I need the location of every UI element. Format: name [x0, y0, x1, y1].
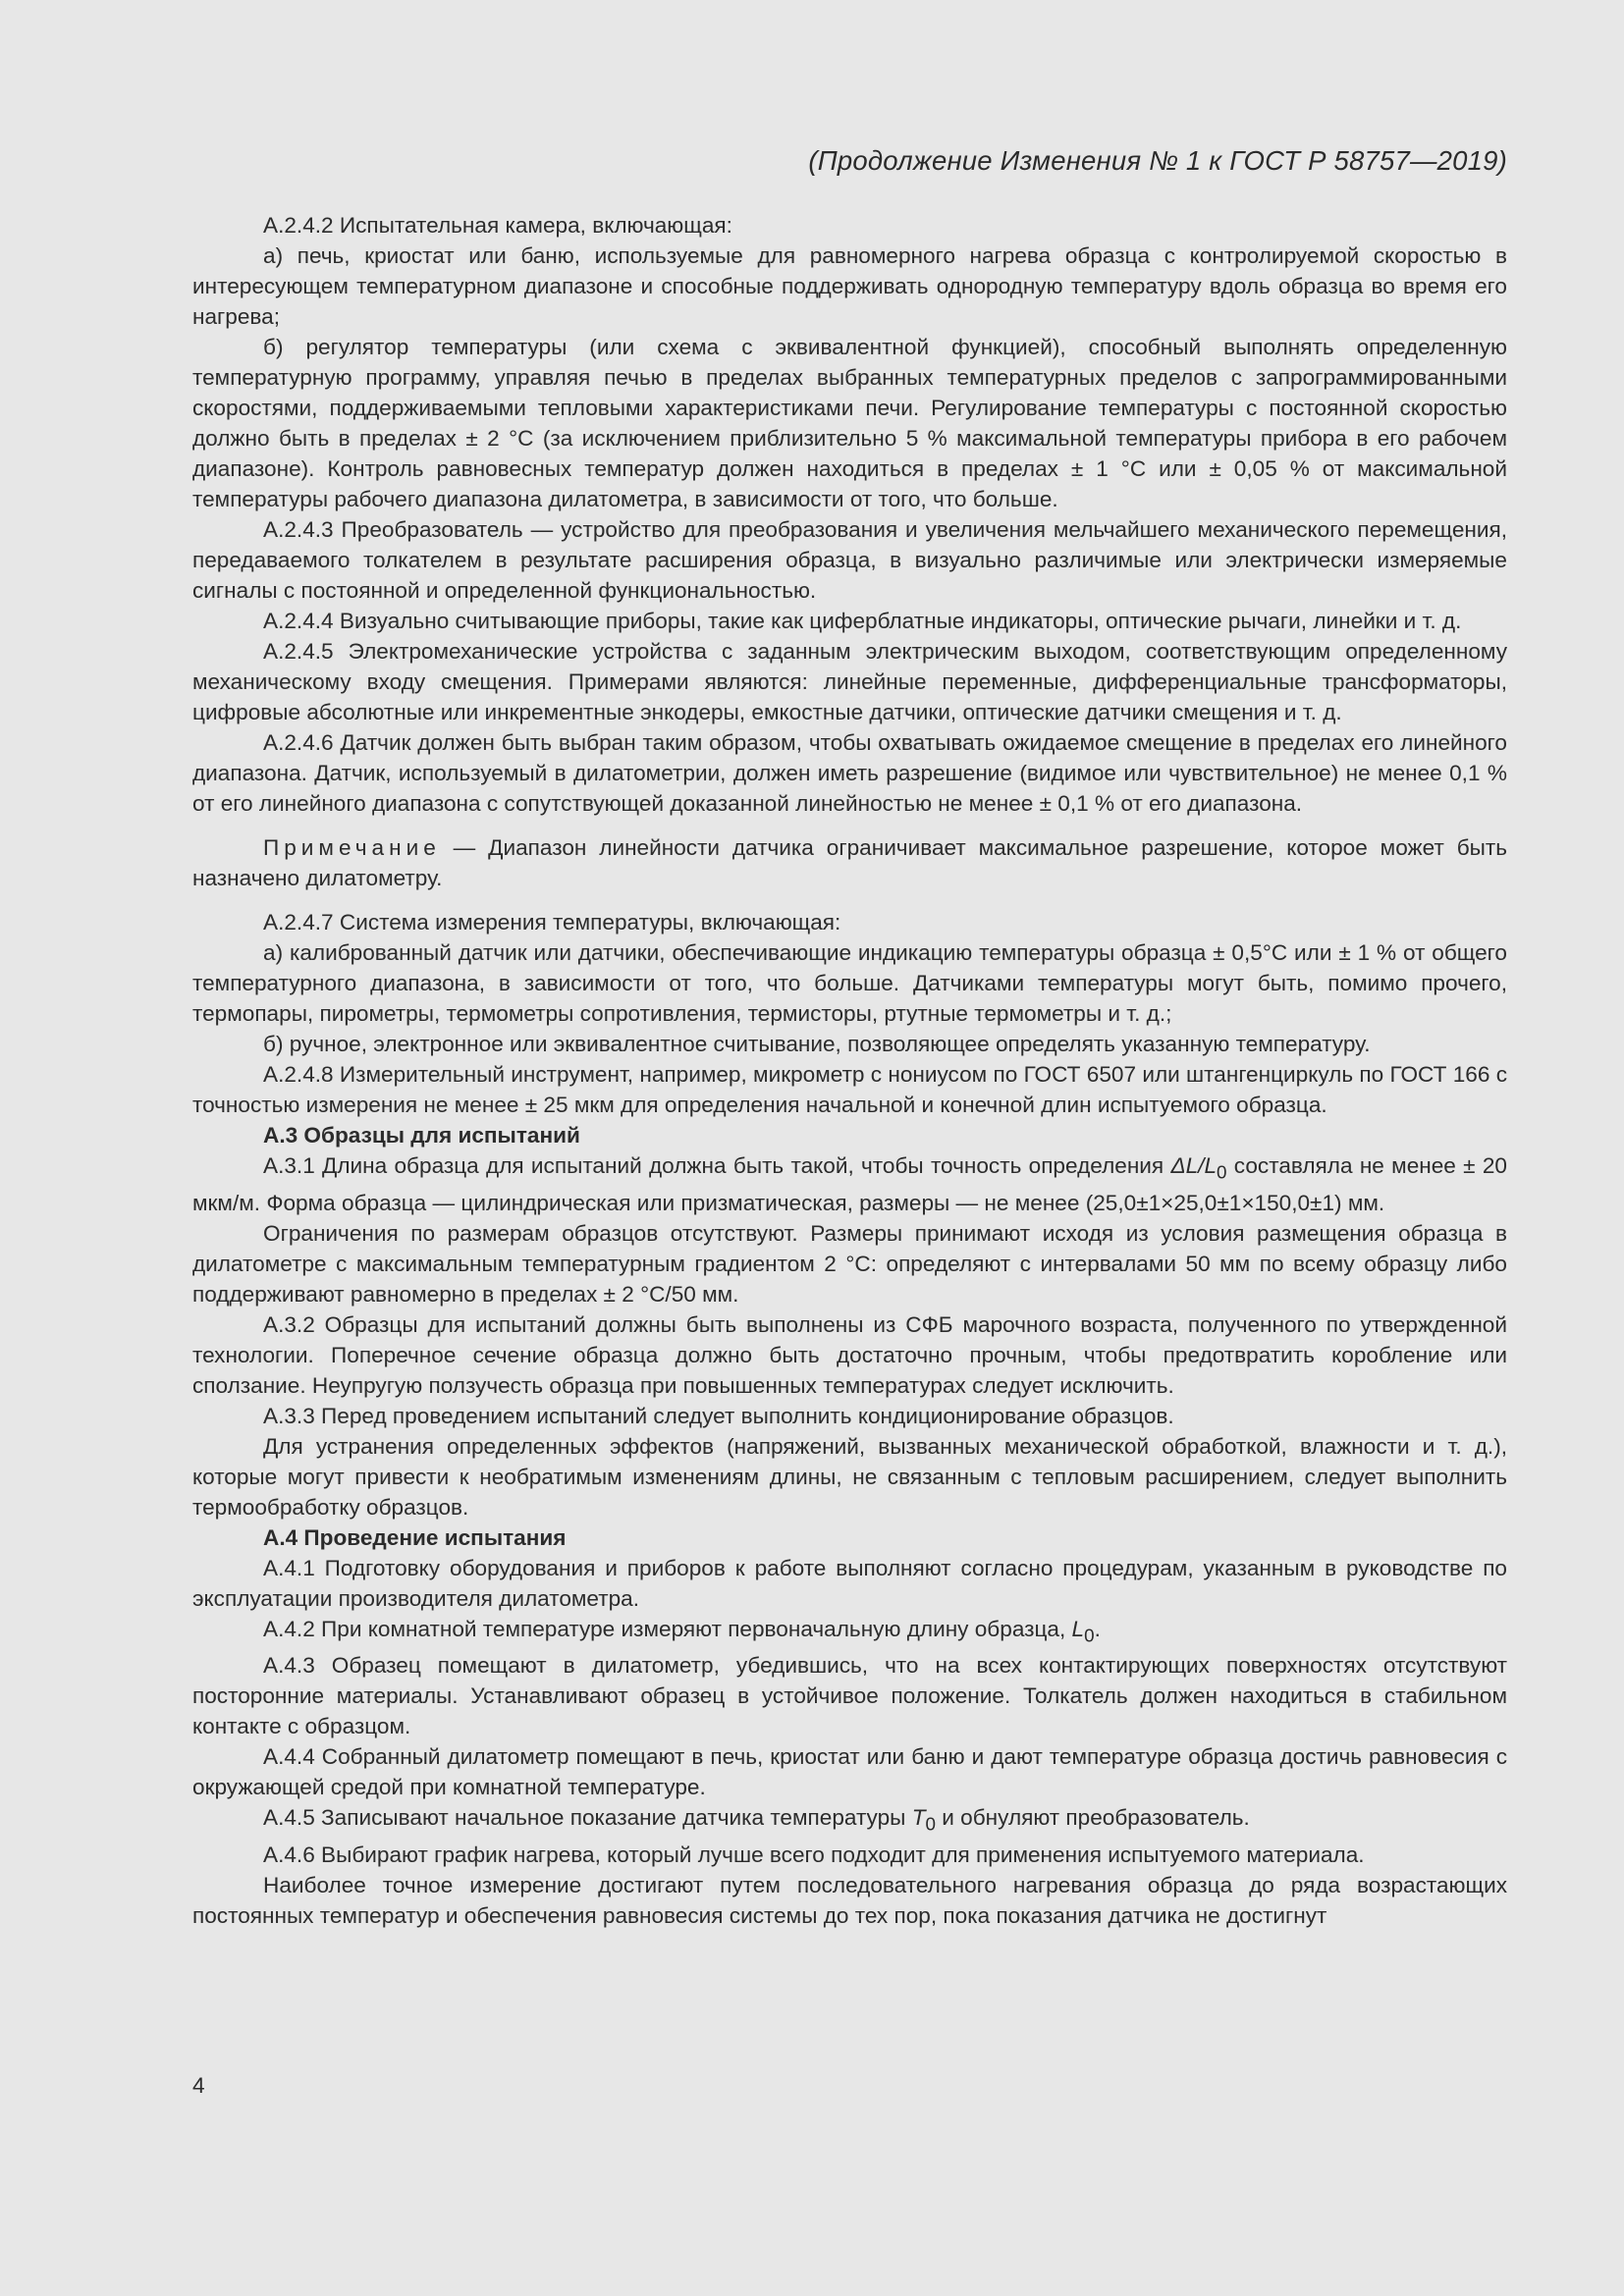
paragraph-accurate-measurement: Наиболее точное измерение достигают путем последовательного нагревания образца до ряда возрастающих постоянных температур и обеспечения равновесия системы до тех пор, пока показания датчика не достигнут	[192, 1872, 1507, 1928]
paragraph-a-3-1	[192, 1150, 1507, 1218]
initial-temperature-symbol: T	[911, 1805, 926, 1831]
paragraph-size-limits: Ограничения по размерам образцов отсутствуют. Размеры принимают исходя из условия размещения образца в дилатометре с максимальным температурным градиентом 2 °С: определяют с интервалами 50 мм по всему образцу либо поддерживают равномерно в пределах ± 2 °С/50 мм.	[192, 1220, 1507, 1307]
paragraph-a-4-5-text-end: и обнуляют преобразователь.	[935, 1805, 1250, 1831]
paragraph-a-4-2-text-start: А.4.2 При комнатной температуре измеряют первоначальную длину образца,	[263, 1616, 1072, 1641]
paragraph-a-2-4-2-b: б) регулятор температуры (или схема с эквивалентной функцией), способный выполнять определенную температурную программу, управляя печью в пределах выбранных температурных пределов с запрограммированными скоростями, поддерживаемыми тепловыми характеристиками печи. Регулирование температуры с постоянной скоростью должно быть в пределах ± 2 °С (за исключением приблизительно 5 % максимальной температуры прибора в его рабочем диапазоне). Контроль равновесных температур должен находиться в пределах ± 1 °С или ± 0,05 % от максимальной температуры рабочего диапазона дилатометра, в зависимости от того, что больше.	[192, 335, 1507, 511]
paragraph-a-2-4-4: А.2.4.4 Визуально считывающие приборы, такие как циферблатные индикаторы, оптические рычаги, линейки и т. д.	[263, 609, 1462, 633]
paragraph-a-4-5	[192, 1802, 1507, 1840]
paragraph-a-3-1-text-end: составляла не менее ± 20 мкм/м. Форма образца — цилиндрическая или призматическая, размеры — не менее (25,0±1×25,0±1×150,0±1) мм.	[192, 1153, 1507, 1215]
paragraph-a-2-4-2: А.2.4.2 Испытательная камера, включающая:	[263, 213, 732, 238]
note-label: Примечание	[263, 835, 441, 860]
paragraph-a-2-4-7: А.2.4.7 Система измерения температуры, включающая:	[263, 910, 841, 934]
page-number: 4	[192, 2073, 205, 2098]
paragraph-a-2-4-6: А.2.4.6 Датчик должен быть выбран таким образом, чтобы охватывать ожидаемое смещение в пределах его линейного диапазона. Датчик, используемый в дилатометрии, должен иметь разрешение (видимое или чувствительное) не менее 0,1 % от его линейного диапазона с сопутствующей доказанной линейностью не менее ± 0,1 % от его диапазона.	[192, 730, 1507, 816]
initial-length-symbol: L	[1071, 1616, 1085, 1641]
paragraph-a-4-3: А.4.3 Образец помещают в дилатометр, убедившись, что на всех контактирующих поверхностях отсутствуют посторонние материалы. Устанавливают образец в устойчивое положение. Толкатель должен находиться в стабильном контакте с образцом.	[192, 1653, 1507, 1739]
paragraph-a-3-2: А.3.2 Образцы для испытаний должны быть выполнены из СФБ марочного возраста, полученного по утвержденной технологии. Поперечное сечение образца должно быть достаточно прочным, чтобы предотвратить коробление или сползание. Неупругую ползучесть образца при повышенных температурах следует исключить.	[192, 1311, 1507, 1398]
paragraph-a-2-4-7-b: б) ручное, электронное или эквивалентное считывание, позволяющее определять указанную температуру.	[263, 1032, 1371, 1056]
section-heading-a-4: А.4 Проведение испытания	[263, 1524, 567, 1550]
delta-l-over-l-formula: ΔL/L	[1170, 1153, 1218, 1178]
note-paragraph	[192, 832, 1507, 893]
initial-length-subscript: 0	[1084, 1625, 1095, 1646]
paragraph-a-4-6: А.4.6 Выбирают график нагрева, который лучше всего подходит для применения испытуемого материала.	[263, 1842, 1365, 1867]
paragraph-a-4-4: А.4.4 Собранный дилатометр помещают в печь, криостат или баню и дают температуре образца достичь равновесия с окружающей средой при комнатной температуре.	[192, 1744, 1507, 1800]
paragraph-a-4-5-text-start: А.4.5 Записывают начальное показание датчика температуры	[263, 1805, 912, 1831]
paragraph-a-4-1: А.4.1 Подготовку оборудования и приборов к работе выполняют согласно процедурам, указанным в руководстве по эксплуатации производителя дилатометра.	[192, 1555, 1507, 1611]
paragraph-a-4-2	[192, 1614, 1507, 1651]
paragraph-a-3-1-text-start: А.3.1 Длина образца для испытаний должна быть такой, чтобы точность определения	[263, 1153, 1171, 1178]
note-text: — Диапазон линейности датчика ограничивает максимальное разрешение, которое может быть назначено дилатометру.	[192, 835, 1507, 890]
document-body	[192, 210, 1507, 1931]
paragraph-a-2-4-3: А.2.4.3 Преобразователь — устройство для преобразования и увеличения мельчайшего механического перемещения, передаваемого толкателем в результате расширения образца, в визуально различимые или электрически измеряемые сигналы с постоянной и определенной функциональностью.	[192, 517, 1507, 603]
section-heading-a-3: А.3 Образцы для испытаний	[263, 1123, 580, 1148]
paragraph-a-2-4-2-a: а) печь, криостат или баню, используемые для равномерного нагрева образца с контролируемой скоростью в интересующем температурном диапазоне и способные поддерживать однородную температуру вдоль образца во время его нагрева;	[192, 243, 1507, 329]
paragraph-a-2-4-5: А.2.4.5 Электромеханические устройства с заданным электрическим выходом, соответствующим определенному механическому входу смещения. Примерами являются: линейные переменные, дифференциальные трансформаторы, цифровые абсолютные или инкрементные энкодеры, емкостные датчики, оптические датчики смещения и т. д.	[192, 639, 1507, 724]
initial-temperature-subscript: 0	[925, 1813, 936, 1835]
formula-subscript: 0	[1217, 1161, 1227, 1183]
paragraph-a-2-4-8: А.2.4.8 Измерительный инструмент, например, микрометр с нониусом по ГОСТ 6507 или штангенциркуль по ГОСТ 166 с точностью измерения не менее ± 25 мкм для определения начальной и конечной длин испытуемого образца.	[192, 1062, 1507, 1117]
paragraph-a-2-4-7-a: а) калиброванный датчик или датчики, обеспечивающие индикацию температуры образца ± 0,5°С или ± 1 % от общего температурного диапазона, в зависимости от того, что больше. Датчиками температуры могут быть, помимо прочего, термопары, пирометры, термометры сопротивления, термисторы, ртутные термометры и т. д.;	[192, 940, 1507, 1026]
paragraph-heat-treatment: Для устранения определенных эффектов (напряжений, вызванных механической обработкой, влажности и т. д.), которые могут привести к необратимым изменениям длины, не связанным с тепловым расширением, следует выполнить термообработку образцов.	[192, 1433, 1507, 1520]
document-continuation-header: (Продолжение Изменения № 1 к ГОСТ Р 58757—2019)	[808, 145, 1507, 176]
paragraph-a-4-2-text-end: .	[1094, 1616, 1101, 1641]
paragraph-a-3-3: А.3.3 Перед проведением испытаний следует выполнить кондиционирование образцов.	[263, 1403, 1174, 1428]
